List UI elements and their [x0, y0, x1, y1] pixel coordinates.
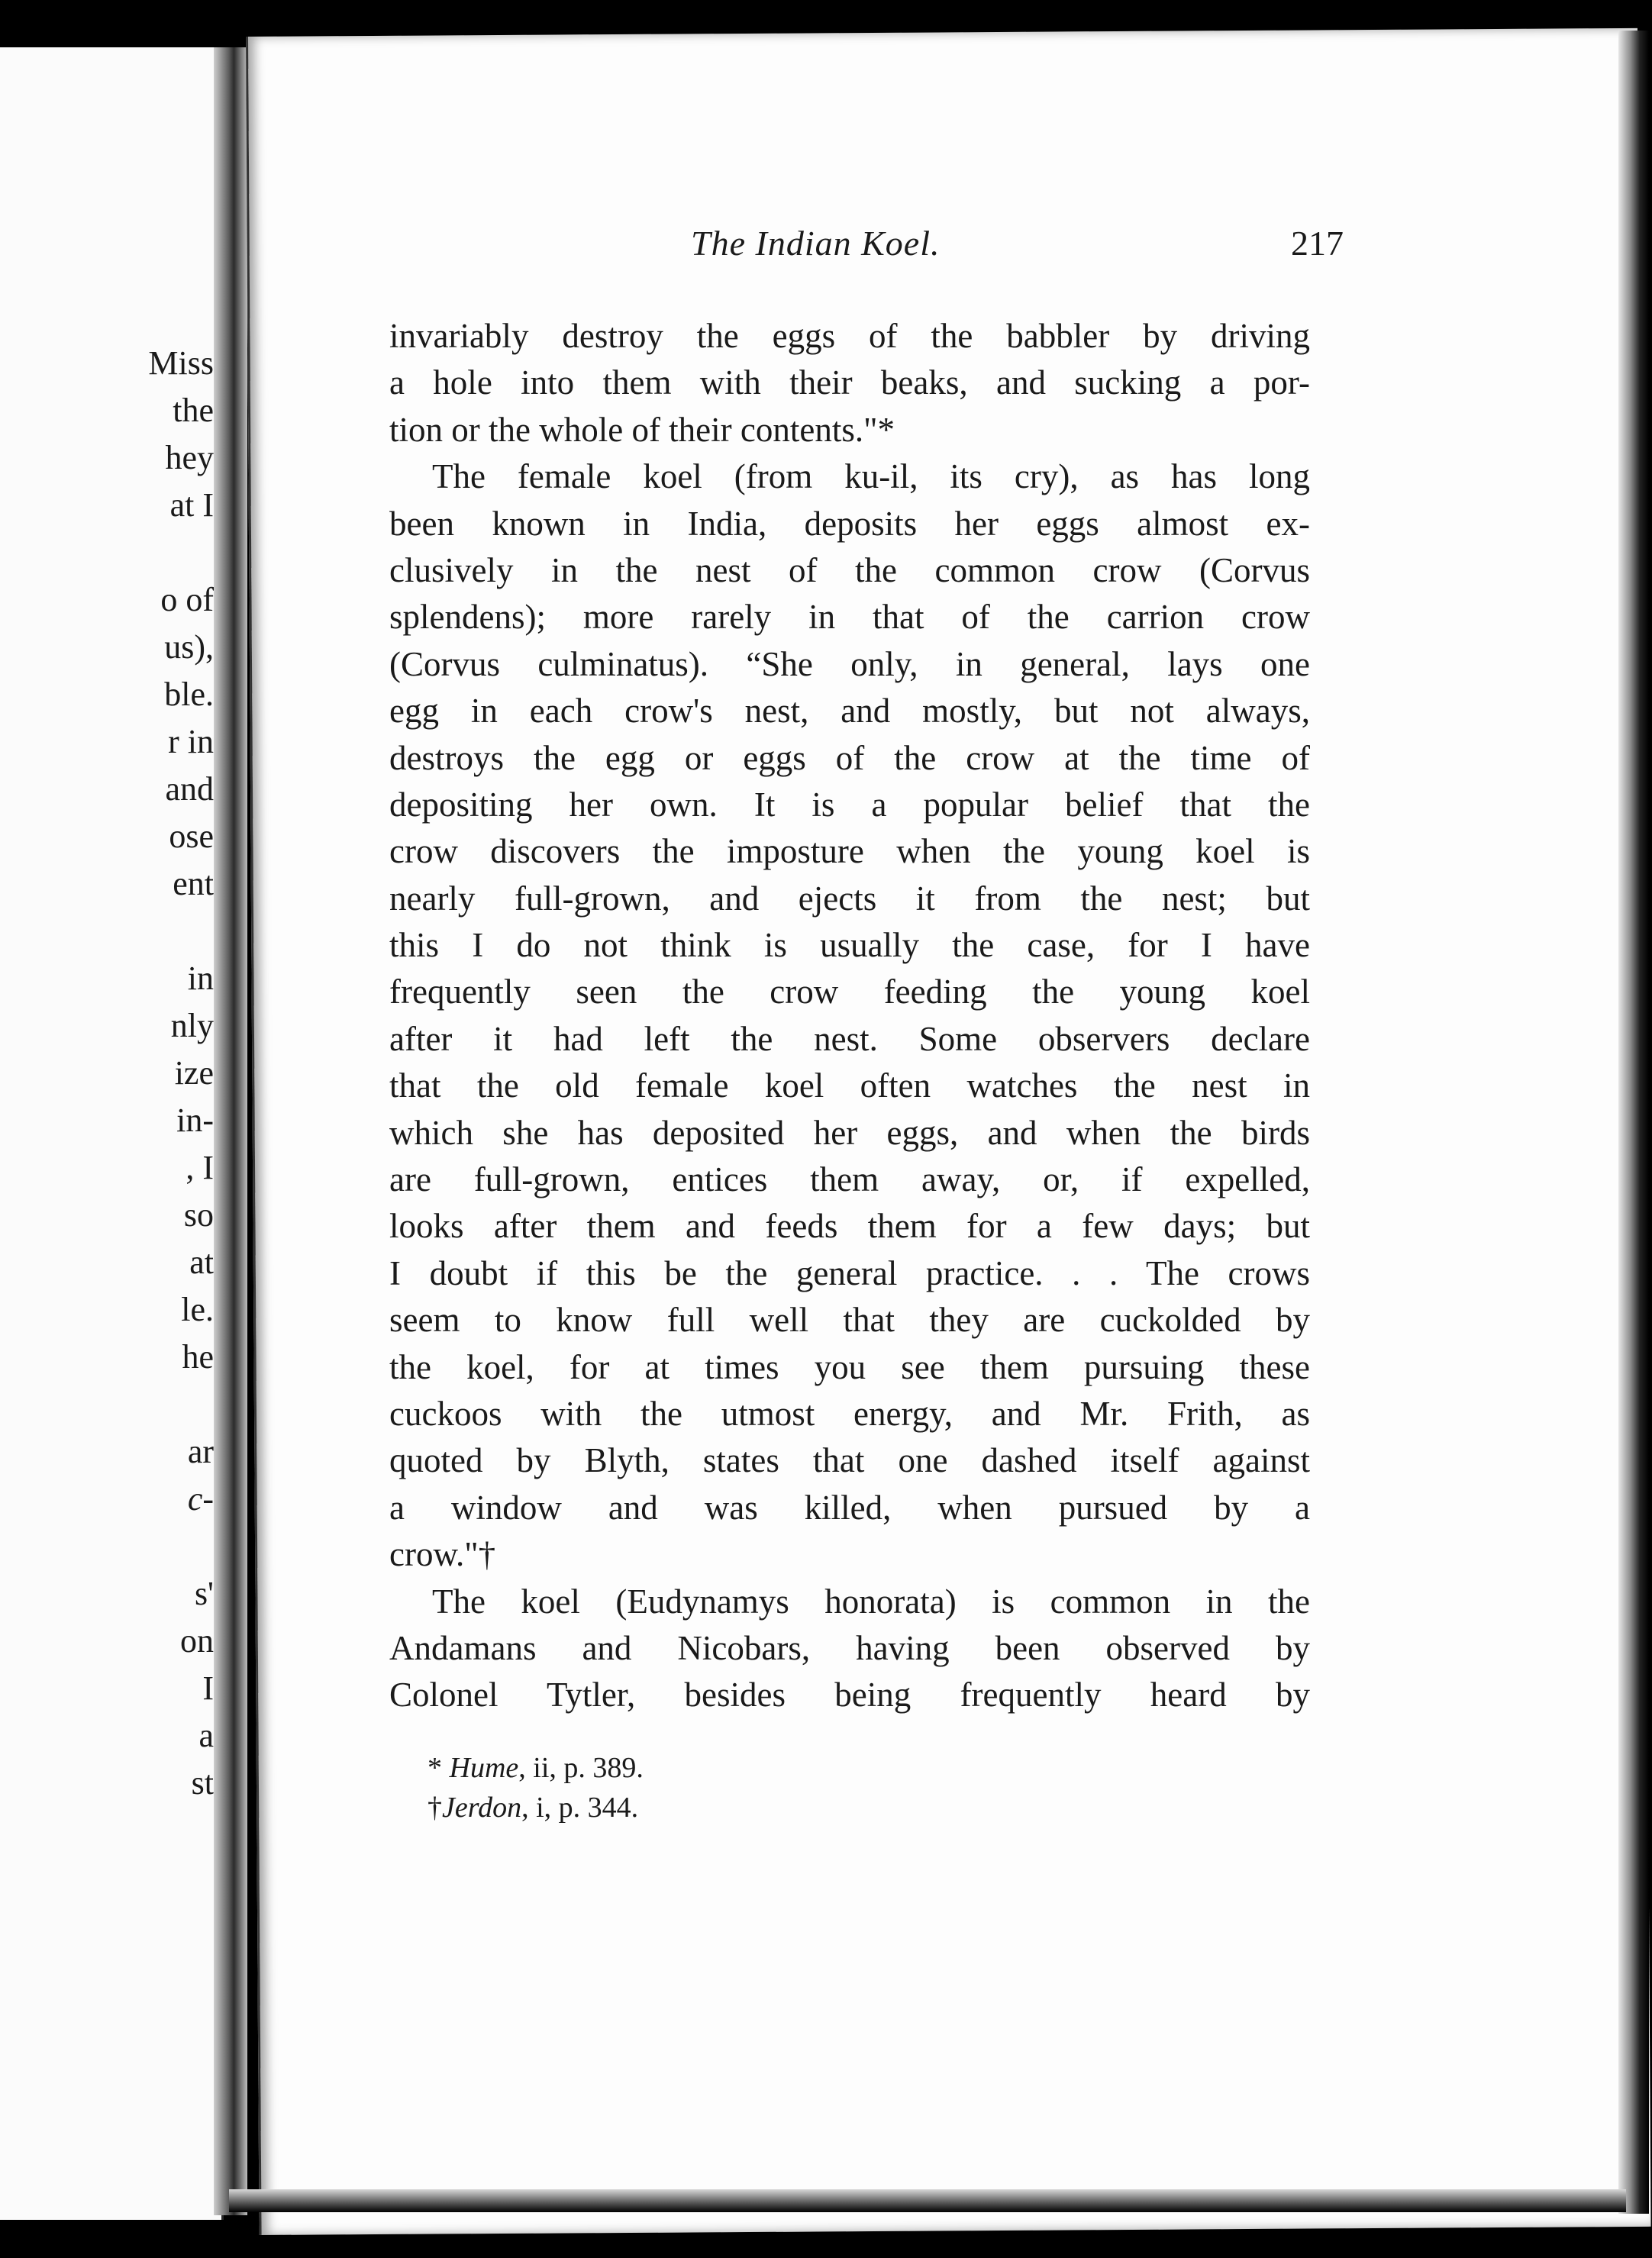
body-text	[389, 313, 1310, 1719]
text-line: invariably destroy the eggs of the babbler by driving	[389, 317, 1310, 355]
left-page-fragment: st	[191, 1764, 214, 1802]
text-line: cuckoos with the utmost energy, and Mr. Frith, as	[389, 1394, 1310, 1433]
text-line: destroys the egg or eggs of the crow at the time of	[389, 738, 1310, 777]
footnote-reference: , ii, p. 389.	[518, 1752, 644, 1784]
left-page-fragment: a	[198, 1717, 214, 1754]
left-page-fragment: ose	[169, 818, 214, 855]
footnote-mark: †	[428, 1792, 442, 1824]
left-page-fragment: so	[183, 1196, 214, 1234]
left-page-fragment: on	[180, 1622, 214, 1660]
text-line: Andamans and Nicobars, having been observed by	[389, 1628, 1310, 1667]
book-gutter	[214, 47, 247, 2215]
left-page-fragment: s'	[194, 1575, 214, 1612]
text-line: a hole into them with their beaks, and sucking a por-	[389, 363, 1310, 402]
text-line: depositing her own. It is a popular belief that the	[389, 785, 1310, 824]
left-page-fragment: he	[182, 1338, 214, 1376]
footnote-author: Hume	[449, 1752, 519, 1784]
left-page-fragment: at	[189, 1244, 214, 1281]
text-line: which she has deposited her eggs, and when the birds	[389, 1113, 1310, 1152]
footnotes	[428, 1748, 644, 1827]
left-page-fragment: nly	[170, 1007, 214, 1044]
text-line: The koel (Eudynamys honorata) is common in the	[432, 1582, 1310, 1621]
text-line: that the old female koel often watches the nest in	[389, 1066, 1310, 1105]
left-page-fragment: r in	[168, 723, 214, 760]
footnote	[428, 1788, 644, 1827]
page-edge-shadow	[1618, 31, 1649, 2214]
text-line: nearly full-grown, and ejects it from the nest; but	[389, 879, 1310, 918]
left-page-fragment: ize	[174, 1054, 214, 1092]
left-page-fragment: in	[187, 960, 214, 997]
text-line: this I do not think is usually the case, for I have	[389, 926, 1310, 965]
left-facing-page	[0, 47, 224, 2220]
text-line: a window and was killed, when pursued by a	[389, 1488, 1310, 1527]
text-line: the koel, for at times you see them pursuing these	[389, 1347, 1310, 1386]
page-bottom-edge	[229, 2189, 1626, 2212]
running-head	[450, 223, 1344, 269]
text-line: I doubt if this be the general practice. . . The crows	[389, 1253, 1310, 1292]
text-line: been known in India, deposits her eggs almost ex-	[389, 504, 1310, 543]
text-line: egg in each crow's nest, and mostly, but not always,	[389, 692, 1310, 731]
left-page-fragment: hey	[165, 439, 214, 476]
footnote	[428, 1748, 644, 1788]
left-page-fragment: at I	[169, 486, 214, 524]
text-line: after it had left the nest. Some observers declare	[389, 1019, 1310, 1058]
left-page-fragment: , I	[186, 1149, 214, 1186]
left-page-fragment: Miss	[148, 344, 214, 382]
text-line: looks after them and feeds them for a few days; but	[389, 1207, 1310, 1246]
text-line: quoted by Blyth, states that one dashed itself against	[389, 1441, 1310, 1480]
left-page-fragment: o of	[160, 581, 214, 618]
running-title: The Indian Koel.	[691, 224, 941, 263]
text-line: splendens); more rarely in that of the carrion crow	[389, 598, 1310, 637]
text-line: crow discovers the imposture when the young koel is	[389, 832, 1310, 871]
text-line: (Corvus culminatus). “She only, in general, lays one	[389, 644, 1310, 683]
text-line: seem to know full well that they are cuckolded by	[389, 1301, 1310, 1340]
left-page-fragment: us),	[164, 628, 214, 666]
left-page-fragment: in-	[176, 1102, 214, 1139]
left-page-fragment: le.	[181, 1291, 214, 1328]
footnote-author: Jerdon	[442, 1792, 522, 1824]
text-line: frequently seen the crow feeding the young koel	[389, 973, 1310, 1011]
left-page-fragment: ar	[187, 1433, 214, 1470]
text-line: tion or the whole of their contents."*	[389, 410, 895, 449]
left-page-fragment: the	[173, 392, 214, 429]
text-line: are full-grown, entices them away, or, if expelled,	[389, 1160, 1310, 1199]
footnote-mark: *	[428, 1752, 442, 1784]
left-page-fragment: ble.	[164, 676, 214, 713]
page-number: 217	[1291, 224, 1344, 263]
left-page-fragment: I	[202, 1669, 214, 1707]
text-line: crow."†	[389, 1535, 496, 1574]
text-line: Colonel Tytler, besides being frequently heard by	[389, 1676, 1310, 1714]
text-line: clusively in the nest of the common crow (Corvus	[389, 550, 1310, 589]
left-page-fragment: c-	[187, 1480, 214, 1518]
footnote-reference: , i, p. 344.	[521, 1792, 639, 1824]
left-page-fragment: and	[165, 770, 214, 808]
text-line: The female koel (from ku-il, its cry), as has long	[432, 457, 1310, 496]
left-page-fragment: ent	[173, 865, 214, 902]
